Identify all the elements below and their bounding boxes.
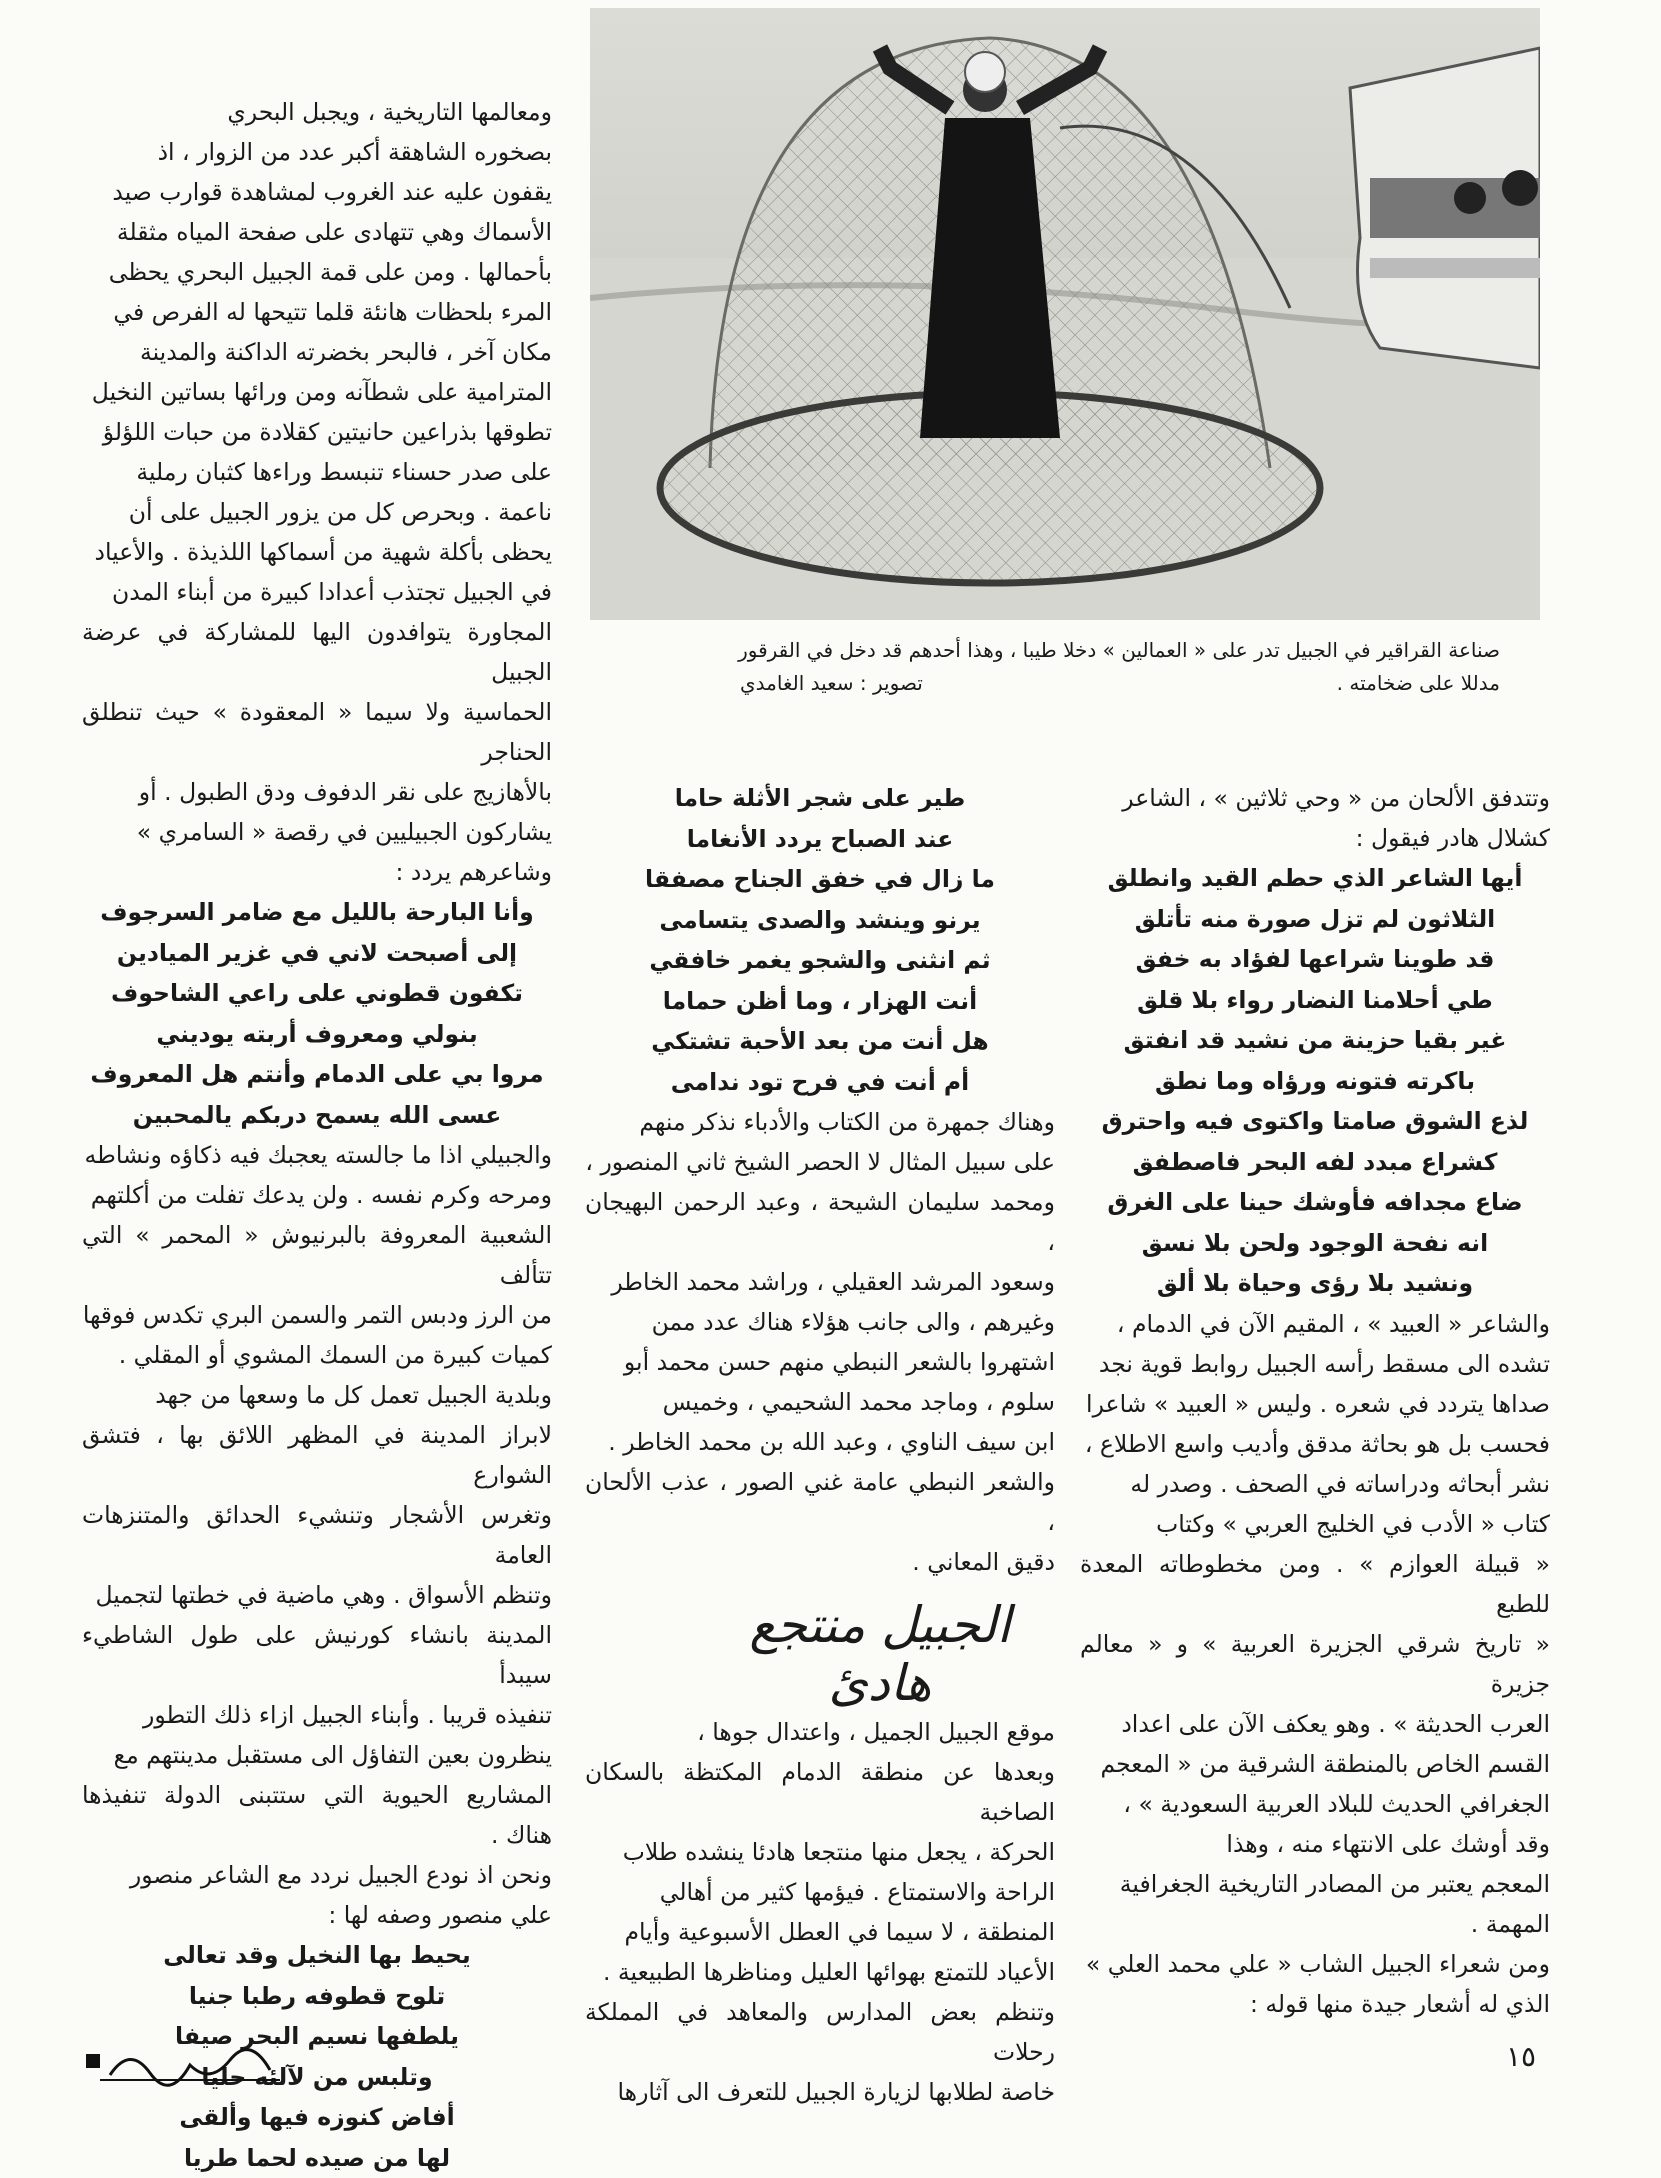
column-middle (585, 778, 1055, 2112)
car-shape (1350, 48, 1540, 368)
article-paragraph: والجبيلي اذا ما جالسته يعجبك فيه ذكاؤه ونشاطه ومرحه وكرم نفسه . ولن يدعك تفلت من أكلتهم الشعبية المعروفة بالبرنيوش « المحمر » التي تتألف من الرز ودبس التمر والسمن البري تكدس فوقها كميات كبيرة من السمك المشوي أو المقلي . وبلدية الجبيل تعمل كل ما وسعها من جهد لابراز المدينة في المظهر اللائق بها ، فتشق الشوارع وتغرس الأشجار وتنشيء الحدائق والمتنزهات العامة وتنظم الأسواق . وهي ماضية في خطتها لتجميل المدينة بانشاء كورنيش على طول الشاطيء سيبدأ تنفيذه قريبا . وأبناء الجبيل ازاء ذلك التطور ينظرون بعين التفاؤل الى مستقبل مدينتهم مع المشاريع الحيوية التي ستتبنى الدولة تنفيذها هناك . ونحن اذ نودع الجبيل نردد مع الشاعر منصور علي منصور وصفه لها : (82, 1135, 552, 1935)
poem-line: عند الصباح يردد الأنغاما (585, 819, 1055, 860)
poem-line: ثم انثنى والشجو يغمر خافقي (585, 940, 1055, 981)
end-of-article-mark (86, 2054, 100, 2068)
poem-line: أم أنت في فرح تود ندامى (585, 1062, 1055, 1103)
poem-line: باكرته فتونه ورؤاه وما نطق (1080, 1061, 1550, 1102)
photo-caption-line2 (600, 667, 1500, 700)
poem-line: تكفون قطوني على راعي الشاحوف (82, 973, 552, 1014)
poem-line: إلى أصبحت لاني في غزير الميادين (82, 933, 552, 974)
poem-line: انه نفحة الوجود ولحن بلا نسق (1080, 1223, 1550, 1264)
poem-line: ضاع مجدافه فأوشك حينا على الغرق (1080, 1182, 1550, 1223)
article-paragraph: موقع الجبيل الجميل ، واعتدال جوها ، وبعدها عن منطقة الدمام المكتظة بالسكان الصاخبة الحركة ، يجعل منها منتجعا هادئا ينشده طلاب الراحة والاستمتاع . فيؤمها كثير من أهالي المنطقة ، لا سيما في العطل الأسبوعية وأيام الأعياد للتمتع بهوائها العليل ومناظرها الطبيعية . وتنظم بعض المدارس والمعاهد في المملكة رحلات خاصة لطلابها لزيارة الجبيل للتعرف الى آثارها (585, 1712, 1055, 2112)
poem-line: الثلاثون لم تزل صورة منه تأتلق (1080, 899, 1550, 940)
poem-line: ونشيد بلا رؤى وحياة بلا ألق (1080, 1263, 1550, 1304)
photo-credit: تصوير : سعيد الغامدي (740, 667, 923, 700)
poem-block (585, 778, 1055, 1102)
photo-man-in-net-dome (590, 8, 1540, 620)
poem-block (82, 892, 552, 1135)
poem-line: أفاض كنوزه فيها وألقى (82, 2097, 552, 2138)
poem-line: لها من صيده لحما طريا (82, 2138, 552, 2178)
photo-caption: صناعة القراقير في الجبيل تدر على « العمالين » دخلا طيبا ، وهذا أحدهم قد دخل في القرقور (600, 634, 1500, 667)
poem-line: طير على شجر الأثلة حاما (585, 778, 1055, 819)
poem-line: هل أنت من بعد الأحبة تشتكي (585, 1021, 1055, 1062)
poem-line: قد طوينا شراعها لفؤاد به خفق (1080, 939, 1550, 980)
poem-line: تلوح قطوفه رطبا جنيا (82, 1976, 552, 2017)
poem-line: يرنو وينشد والصدى يتسامى (585, 900, 1055, 941)
poem-line: أيها الشاعر الذي حطم القيد وانطلق (1080, 858, 1550, 899)
section-heading: الجبيل منتجع هادئ (700, 1596, 1060, 1712)
page-number: ١٥ (1506, 2040, 1536, 2073)
poem-line: ما زال في خفق الجناح مصفقا (585, 859, 1055, 900)
article-paragraph: وتتدفق الألحان من « وحي ثلاثين » ، الشاعر كشلال هادر فيقول : (1080, 778, 1550, 858)
article-paragraph: والشاعر « العبيد » ، المقيم الآن في الدمام ، تشده الى مسقط رأسه الجبيل روابط قوية نجد صداها يتردد في شعره . وليس « العبيد » شاعرا فحسب بل هو بحاثة مدقق وأديب واسع الاطلاع ، نشر أبحاثه ودراساته في الصحف . وصدر له كتاب « الأدب في الخليج العربي » وكتاب « قبيلة العوازم » . ومن مخطوطاته المعدة للطبع « تاريخ شرقي الجزيرة العربية » و « معالم جزيرة العرب الحديثة » . وهو يعكف الآن على اعداد القسم الخاص بالمنطقة الشرقية من « المعجم الجغرافي الحديث للبلاد العربية السعودية » ، وقد أوشك على الانتهاء منه ، وهذا المعجم يعتبر من المصادر التاريخية الجغرافية المهمة . ومن شعراء الجبيل الشاب « علي محمد العلي » الذي له أشعار جيدة منها قوله : (1080, 1304, 1550, 2024)
column-right (1080, 778, 1550, 2024)
article-paragraph: وهناك جمهرة من الكتاب والأدباء نذكر منهم على سبيل المثال لا الحصر الشيخ ثاني المنصور ، ومحمد سليمان الشيحة ، وعبد الرحمن البهيجان ، وسعود المرشد العقيلي ، وراشد محمد الخاطر وغيرهم ، والى جانب هؤلاء هناك عدد ممن اشتهروا بالشعر النبطي منهم حسن محمد أبو سلوم ، وماجد محمد الشحيمي ، وخميس ابن سيف الناوي ، وعبد الله بن محمد الخاطر . والشعر النبطي عامة غني الصور ، عذب الألحان ، دقيق المعاني . (585, 1102, 1055, 1582)
poem-line: يلطفها نسيم البحر صيفا (82, 2016, 552, 2057)
poem-line: مروا بي على الدمام وأنتم هل المعروف (82, 1054, 552, 1095)
poem-line: بنولي ومعروف أربته يوديني (82, 1014, 552, 1055)
column-left (82, 92, 552, 2178)
poem-line: لذع الشوق صامتا واكتوى فيه واحترق (1080, 1101, 1550, 1142)
poem-line: أنت الهزار ، وما أظن حماما (585, 981, 1055, 1022)
signature-mark (70, 2035, 290, 2095)
caption-line2: مدللا على ضخامته . (1337, 667, 1500, 700)
photo-illustration (590, 8, 1540, 620)
poem-block (1080, 858, 1550, 1304)
poem-line: وأنا البارحة بالليل مع ضامر السرجوف (82, 892, 552, 933)
poem-line: يحيط بها النخيل وقد تعالى (82, 1935, 552, 1976)
poem-line: غير بقيا حزينة من نشيد قد انفتق (1080, 1020, 1550, 1061)
poem-line: طي أحلامنا النضار رواء بلا قلق (1080, 980, 1550, 1021)
poem-line: كشراع مبدد لفه البحر فاصطفق (1080, 1142, 1550, 1183)
poem-line: عسى الله يسمح دربكم يالمحبين (82, 1095, 552, 1136)
article-paragraph: ومعالمها التاريخية ، ويجبل البحري بصخوره الشاهقة أكبر عدد من الزوار ، اذ يقفون عليه عند الغروب لمشاهدة قوارب صيد الأسماك وهي تتهادى على صفحة المياه مثقلة بأحمالها . ومن على قمة الجبيل البحري يحظى المرء بلحظات هانئة قلما تتيحها له الفرص في مكان آخر ، فالبحر بخضرته الداكنة والمدينة المترامية على شطآنه ومن ورائها بساتين النخيل تطوقها بذراعين حانيتين كقلادة من حبات اللؤلؤ على صدر حسناء تنبسط وراءها كثبان رملية ناعمة . وبحرص كل من يزور الجبيل على أن يحظى بأكلة شهية من أسماكها اللذيذة . والأعياد في الجبيل تجتذب أعدادا كبيرة من أبناء المدن المجاورة يتوافدون اليها للمشاركة في عرضة الجبيل الحماسية ولا سيما « المعقودة » حيث تنطلق الحناجر بالأهازيج على نقر الدفوف ودق الطبول . أو يشاركون الجبيليين في رقصة « السامري » وشاعرهم يردد : (82, 92, 552, 892)
poem-line: وتلبس من لآلئه حليا (82, 2057, 552, 2098)
